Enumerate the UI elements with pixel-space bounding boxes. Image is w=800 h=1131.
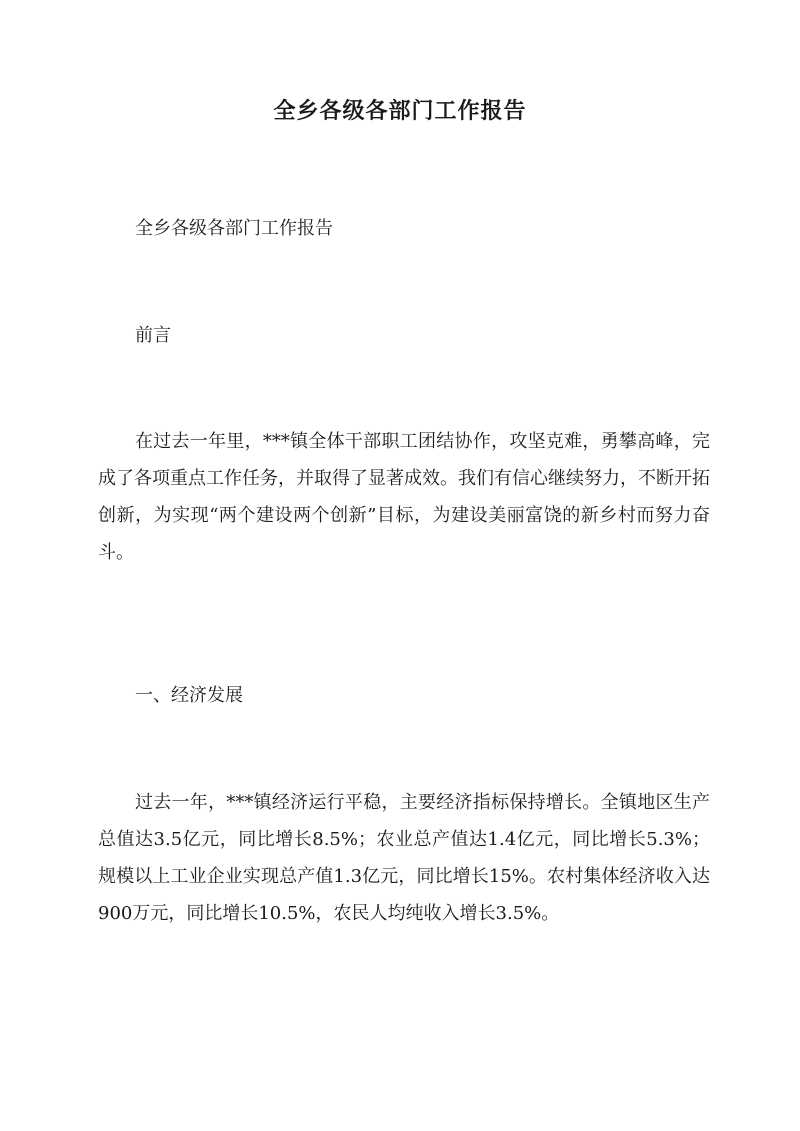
section-heading-preface: 前言 [135, 325, 171, 346]
document-subtitle: 全乡各级各部门工作报告 [135, 218, 333, 239]
section-heading-economy: 一、经济发展 [135, 685, 243, 706]
section-paragraph-economy: 过去一年，***镇经济运行平稳，主要经济指标保持增长。全镇地区生产总值达3.5亿元，同比增长8.5%；农业总产值达1.4亿元，同比增长5.3%；规模以上工业企业实现总产值1.3亿元，同比增长15%。农村集体经济收入达900万元，同比增长10.5%，农民人均纯收入增长3.5%。 [98, 792, 710, 924]
document-title: 全乡各级各部门工作报告 [273, 98, 527, 124]
section-paragraph-preface: 在过去一年里，***镇全体干部职工团结协作，攻坚克难，勇攀高峰，完成了各项重点工作任务，并取得了显著成效。我们有信心继续努力，不断开拓创新，为实现“两个建设两个创新”目标，为建设美丽富饶的新乡村而努力奋斗。 [98, 431, 710, 563]
